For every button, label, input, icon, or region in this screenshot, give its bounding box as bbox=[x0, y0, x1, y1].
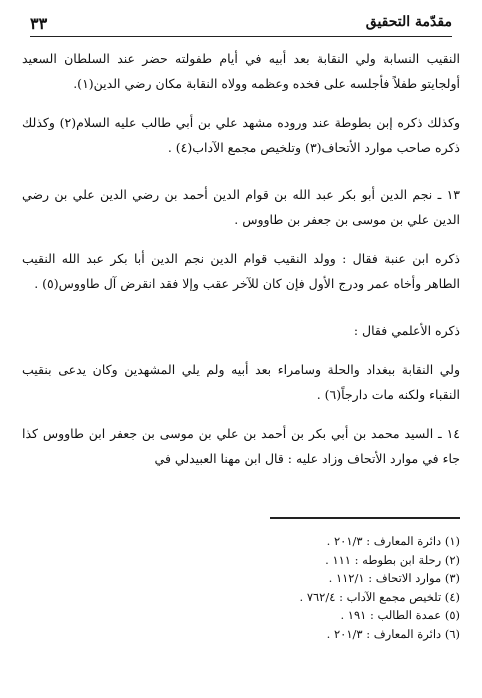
footnote-2: (٢) رحلة ابن بطوطه : ١١١ . bbox=[325, 552, 460, 567]
footnote-6: (٦) دائرة المعارف : ٢٠١/٣ . bbox=[326, 626, 460, 641]
header-title: مقدّمة التحقيق bbox=[365, 14, 452, 30]
paragraph-4: ذكره ابن عنبة فقال : وولد النقيب قوام الدين نجم الدين أبا بكر عبد الله النقيب الطاهر وأخاه عمر ودرج الأول فإن كان للآخر عقب وإلا فقد انقرض آل طاووس(٥) . bbox=[22, 251, 460, 291]
paragraph-2: وكذلك ذكره إبن بطوطة عند وروده مشهد علي بن أبي طالب عليه السلام(٢) وكذلك ذكره صاحب موارد الأتحاف(٣) وتلخيص مجمع الآداب(٤) . bbox=[22, 115, 461, 155]
paragraph-3: ١٣ ـ نجم الدين أبو بكر عبد الله بن قوام الدين أحمد بن رضي الدين علي بن رضي الدين علي بن موسى بن جعفر بن طاووس . bbox=[22, 187, 460, 227]
main-text bbox=[22, 46, 460, 471]
page-number: ٣٣ bbox=[30, 14, 48, 33]
paragraph-7: ١٤ ـ السيد محمد بن أبي بكر بن أحمد بن علي بن موسى بن جعفر ابن طاووس كذا جاء في موارد الأتحاف وزاد عليه : قال ابن مهنا العبيدلي في bbox=[22, 426, 460, 466]
footnote-5: (٥) عمدة الطالب : ١٩١ . bbox=[340, 608, 460, 623]
paragraph-1: النقيب النسابة ولي النقابة بعد أبيه في أيام طفولته حضر عند السلطان السعيد أولجايتو طفلاً فأجلسه على فخده وعظمه وولاه النقابة مكان رضي الدين(١). bbox=[22, 51, 460, 91]
footnote-4: (٤) تلخيص مجمع الآداب : ٧٦٢/٤ . bbox=[299, 589, 460, 604]
footnote-separator bbox=[270, 517, 460, 519]
footnote-1: (١) دائرة المعارف : ٢٠١/٣ . bbox=[326, 534, 460, 548]
footnote-3: (٣) موارد الاتحاف : ١١٢/١ . bbox=[328, 571, 460, 586]
page-header bbox=[30, 14, 452, 37]
footnotes bbox=[160, 532, 460, 644]
paragraph-6: ولي النقابة ببغداد والحلة وسامراء بعد أبيه ولم يلي المشهدين وكان يدعى بنقيب النقباء ولكنه مات دارجاً(٦) . bbox=[22, 362, 460, 402]
paragraph-5: ذكره الأعلمي فقال : bbox=[353, 323, 460, 338]
